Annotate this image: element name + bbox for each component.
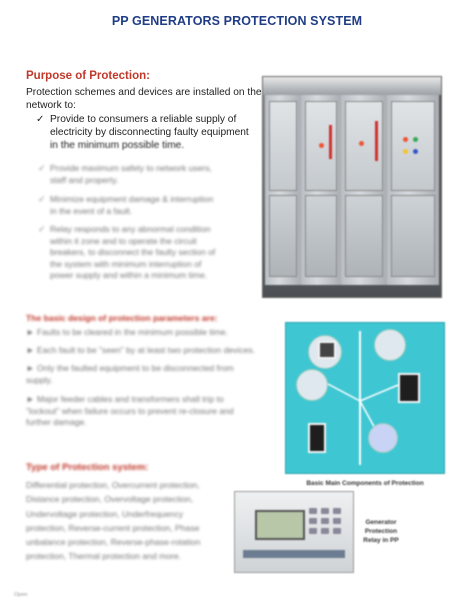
purpose-item-minimize-damage (38, 194, 214, 217)
purpose-item-line: power supply and within a minimum time. (50, 270, 208, 280)
switchgear-photo (262, 76, 442, 298)
purpose-intro-line-1: Protection schemes and devices are installed on the (26, 87, 262, 98)
design-item-line: ► Faults to be cleared in the minimum possible time. (26, 327, 228, 337)
design-item-line: further damage. (26, 417, 87, 427)
design-item-line: ► Each fault to be "seen" by at least two protection devices. (26, 345, 256, 355)
purpose-intro-line-2: network to: (26, 100, 76, 111)
generator-relay-photo (234, 491, 354, 573)
design-item-two-devices (26, 345, 255, 357)
switchgear-cabinet (265, 95, 303, 285)
page-title: PP GENERATORS PROTECTION SYSTEM (111, 14, 363, 28)
purpose-item-safety (38, 163, 212, 186)
design-item-line: ► Only the faulted equipment to be disconnected from (26, 363, 234, 373)
design-item-line: ► Major feeder cables and transformers shall trip to (26, 394, 224, 404)
relay-caption-line: Relay in PP (363, 537, 399, 544)
footer-label: Open (14, 592, 28, 598)
relay-keypad (309, 508, 343, 548)
switch-handle (375, 121, 378, 161)
ct-node (374, 329, 406, 361)
switchgear-cabinet (341, 95, 389, 285)
purpose-item-line: Minimize equipment damage & interruption (50, 194, 214, 204)
check-icon: ✓ (36, 114, 45, 125)
design-item-lockout (26, 394, 234, 429)
types-line: Differential protection, Overcurrent protection, (26, 480, 200, 490)
purpose-item-line: within it zone and to operate the circuit (50, 235, 197, 246)
relay-brand-band (243, 550, 345, 558)
purpose-item-line: electricity by disconnecting faulty equipment (50, 127, 249, 138)
breaker-node (296, 369, 328, 401)
ceiling-lights (263, 77, 441, 95)
purpose-item-reliable-supply (36, 113, 249, 152)
relay-caption-line: Protection (364, 528, 398, 535)
types-line: protection, Thermal protection and more. (26, 551, 182, 562)
purpose-item-relay-responds (38, 224, 216, 282)
switchgear-cabinet (301, 95, 343, 285)
purpose-item-line: in the minimum possible time. (50, 140, 185, 151)
vt-node (368, 423, 398, 453)
purpose-item-line: staff and property. (50, 174, 119, 185)
design-heading: The basic design of protection parameters are: (26, 313, 218, 323)
types-line: Distance protection, Overvoltage protection, (26, 494, 194, 505)
check-icon: ✓ (38, 194, 46, 204)
relay-device (318, 341, 336, 359)
check-icon: ✓ (38, 224, 46, 234)
design-item-fault-clearing (26, 327, 228, 339)
indicator-lamp-yellow (403, 149, 408, 154)
switch-handle (329, 125, 332, 159)
purpose-item-line: Provide maximum safety to network users, (50, 163, 212, 173)
purpose-item-line: in the event of a fault. (50, 205, 133, 216)
indicator-lamp-red (403, 137, 408, 142)
design-item-line: supply. (26, 374, 53, 385)
indicator-lamp-red (359, 141, 364, 146)
purpose-item-line: Relay responds to any abnormal condition (50, 224, 211, 234)
diagram-caption: Basic Main Components of Protection (306, 480, 424, 487)
indicator-lamp-green (413, 137, 418, 142)
meter-device (398, 373, 420, 403)
protection-components-diagram (285, 322, 445, 474)
purpose-heading: Purpose of Protection: (26, 70, 150, 82)
types-line: protection, Reverse-current protection, Phase (26, 522, 200, 533)
switchgear-cabinet (387, 95, 441, 285)
breaker-device (308, 423, 326, 453)
relay-lcd (255, 510, 305, 540)
indicator-lamp-blue (413, 149, 418, 154)
types-line: Undervoltage protection, Underfrequency (26, 508, 184, 519)
design-item-faulted-only (26, 363, 234, 386)
relay-caption (356, 518, 406, 545)
purpose-item-line: breakers, to disconnect the faulty section of (50, 247, 216, 257)
types-line: unbalance protection, Reverse-phase-rotation (26, 537, 201, 548)
relay-caption-line: Generator (365, 519, 397, 526)
types-heading: Type of Protection system: (26, 462, 149, 473)
purpose-item-line: Provide to consumers a reliable supply of (50, 114, 237, 125)
indicator-lamp-red (319, 143, 324, 148)
types-list (26, 478, 200, 564)
purpose-item-line: the system with minimum interruption of (50, 258, 202, 269)
design-item-line: "lockout" when failure occurs to prevent re-closure and (26, 405, 234, 416)
check-icon: ✓ (38, 163, 46, 173)
